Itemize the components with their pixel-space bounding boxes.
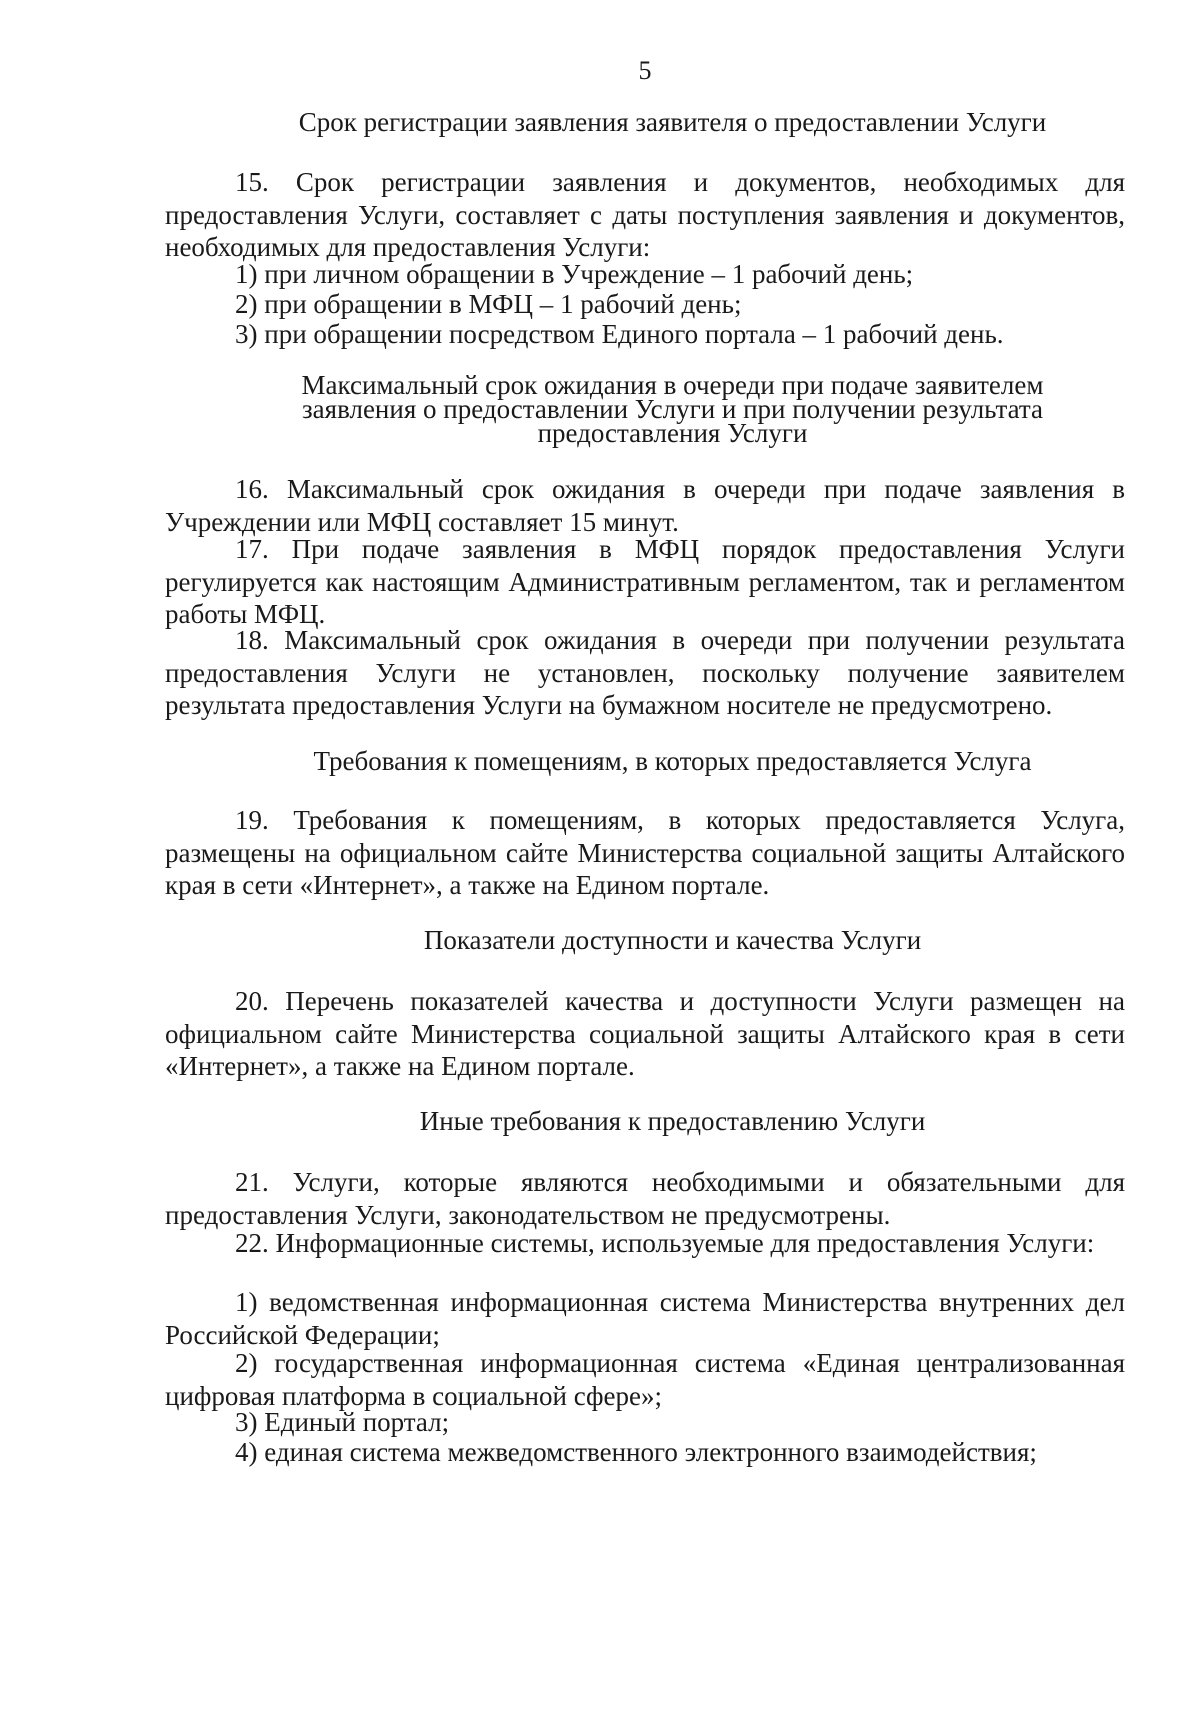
page-number: 5 — [638, 56, 652, 85]
section-heading-waiting-line-1: Максимальный срок ожидания в очереди при подаче заявителем — [301, 370, 1044, 400]
section-heading-registration: Срок регистрации заявления заявителя о предоставлении Услуги — [298, 107, 1047, 137]
paragraph-17: 17. При подаче заявления в МФЦ порядок предоставления Услуги регулируется как настоящим Административным регламентом, так и регламентом работы МФЦ. — [165, 534, 1125, 629]
paragraph-18: 18. Максимальный срок ожидания в очереди при получении результата предоставления Услуги не установлен, поскольку получение заявителем результата предоставления Услуги на бумажном носителе не предусмотрено. — [165, 625, 1125, 720]
section-heading-premises: Требования к помещениям, в которых предоставляется Услуга — [313, 746, 1032, 776]
paragraph-22-item-4: 4) единая система межведомственного электронного взаимодействия; — [235, 1437, 1037, 1467]
section-heading-other-requirements: Иные требования к предоставлению Услуги — [419, 1106, 926, 1136]
paragraph-22: 22. Информационные системы, используемые для предоставления Услуги: — [235, 1228, 1095, 1258]
list-item: 2) при обращении в МФЦ – 1 рабочий день; — [235, 289, 742, 319]
section-heading-quality: Показатели доступности и качества Услуги — [423, 925, 922, 955]
section-heading-waiting-line-2: заявления о предоставлении Услуги и при получении результата — [302, 394, 1043, 424]
paragraph-16: 16. Максимальный срок ожидания в очереди при подаче заявления в Учреждении или МФЦ составляет 15 минут. — [165, 474, 1125, 537]
list-item: 3) при обращении посредством Единого портала – 1 рабочий день. — [235, 319, 1004, 349]
paragraph-19: 19. Требования к помещениям, в которых предоставляется Услуга, размещены на официальном сайте Министерства социальной защиты Алтайского края в сети «Интернет», а также на Едином портале. — [165, 805, 1125, 900]
paragraph-20: 20. Перечень показателей качества и доступности Услуги размещен на официальном сайте Министерства социальной защиты Алтайского края в сети «Интернет», а также на Едином портале. — [165, 986, 1125, 1081]
paragraph-15: 15. Срок регистрации заявления и документов, необходимых для предоставления Услуги, составляет с даты поступления заявления и документов, необходимых для предоставления Услуги: — [165, 167, 1125, 262]
section-heading-waiting-line-3: предоставления Услуги — [537, 418, 808, 448]
paragraph-22-item-3: 3) Единый портал; — [235, 1407, 450, 1437]
paragraph-22-item-1: 1) ведомственная информационная система Министерства внутренних дел Российской Федерации; — [165, 1287, 1125, 1350]
paragraph-22-item-2: 2) государственная информационная система «Единая централизованная цифровая платформа в социальной сфере»; — [165, 1348, 1125, 1411]
list-item: 1) при личном обращении в Учреждение – 1 рабочий день; — [235, 259, 914, 289]
paragraph-21: 21. Услуги, которые являются необходимыми и обязательными для предоставления Услуги, законодательством не предусмотрены. — [165, 1167, 1125, 1230]
